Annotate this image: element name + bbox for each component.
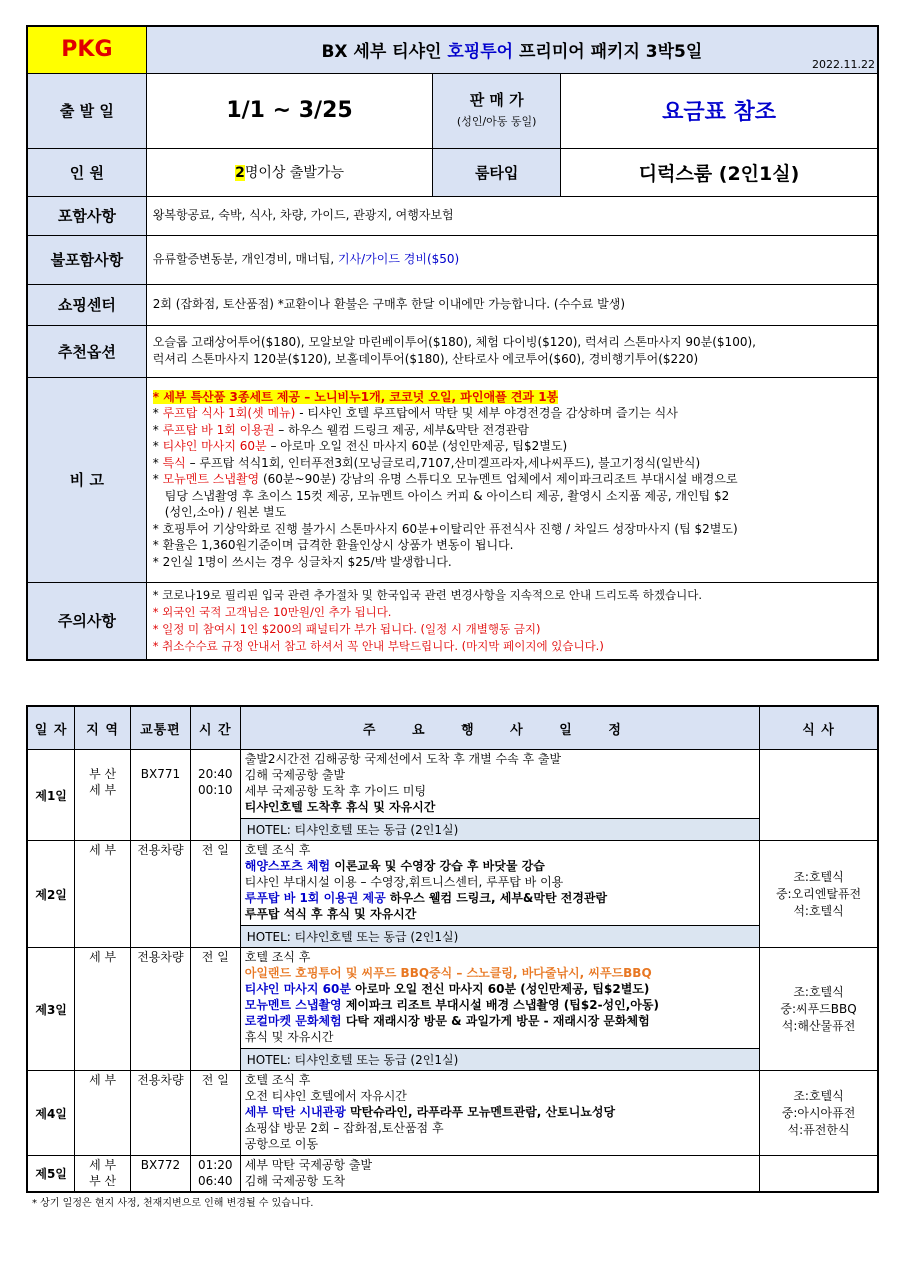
region: 세 부 bbox=[75, 948, 131, 1071]
price-value: 요금표 참조 bbox=[561, 73, 878, 148]
header-activities: 주 요 행 사 일 정 bbox=[240, 706, 759, 750]
meals: 조:호텔식 중:씨푸드BBQ 석:해산물퓨전 bbox=[760, 948, 878, 1071]
activities: 호텔 조식 후 아일랜드 호핑투어 및 씨푸드 BBQ중식 – 스노클링, 바다줄낚시, 씨푸드BBQ 티샤인 마사지 60분 아로마 오일 전신 마사지 60분 (성인만제공, 팁$2별도) 모뉴멘트 스냅촬영 제이파크 리조트 부대시설 배경 스냅촬영 (팁$2-성인,아동) 로컬마켓 문화체험 다탁 재래시장 방문 & 과일가게 방문 - 재래시장 문화체험 휴식 및 자유시간 bbox=[240, 948, 759, 1049]
header-meals: 식 사 bbox=[760, 706, 878, 750]
price-label: 판 매 가 (성인/아동 동일) bbox=[433, 73, 561, 148]
time: 01:20 06:40 bbox=[190, 1156, 240, 1193]
day-label: 제2일 bbox=[27, 841, 75, 948]
header-time: 시 간 bbox=[190, 706, 240, 750]
transport: 전용차량 bbox=[130, 841, 190, 948]
people-value: 2명이상 출발가능 bbox=[146, 148, 433, 196]
activities: 호텔 조식 후 해양스포츠 체험 이론교육 및 수영장 강습 후 바닷물 강습 티샤인 부대시설 이용 – 수영장,휘트니스센터, 루푸탑 바 이용 루푸탑 바 1회 이용권 제공 하우스 웰컴 드링크, 세부&막탄 전경관람 루푸탑 석식 후 휴식 및 자유시간 bbox=[240, 841, 759, 926]
departure-value: 1/1 ~ 3/25 bbox=[146, 73, 433, 148]
transport: 전용차량 bbox=[130, 948, 190, 1071]
day-label: 제1일 bbox=[27, 750, 75, 841]
table-row bbox=[27, 1071, 878, 1156]
caution-label: 주의사항 bbox=[27, 582, 146, 660]
meals: 조:호텔식 중:오리엔탈퓨전 석:호텔식 bbox=[760, 841, 878, 948]
meals: 조:호텔식 중:아시아퓨전 석:퓨전한식 bbox=[760, 1071, 878, 1156]
table-row bbox=[27, 948, 878, 1049]
excluded-text: 유류할증변동분, 개인경비, 매너팁, 기사/가이드 경비($50) bbox=[146, 235, 878, 284]
package-info-table bbox=[26, 25, 879, 661]
schedule-header-row bbox=[27, 706, 878, 750]
region: 세 부 부 산 bbox=[75, 1156, 131, 1193]
hotel-info: HOTEL: 티샤인호텔 또는 동급 (2인1실) bbox=[240, 819, 759, 841]
table-row bbox=[27, 1156, 878, 1193]
room-label: 룸타입 bbox=[433, 148, 561, 196]
shopping-label: 쇼핑센터 bbox=[27, 284, 146, 325]
day-label: 제5일 bbox=[27, 1156, 75, 1193]
header-transport: 교통편 bbox=[130, 706, 190, 750]
shopping-text: 2회 (잡화점, 토산품점) *교환이나 환불은 구매후 한달 이내에만 가능합니다. (수수료 발생) bbox=[146, 284, 878, 325]
header-region: 지 역 bbox=[75, 706, 131, 750]
options-label: 추천옵션 bbox=[27, 325, 146, 377]
options-text: 오슬롭 고래상어투어($180), 모알보알 마린베이투어($180), 체험 다이빙($120), 럭셔리 스톤마사지 90분($100), 럭셔리 스톤마사지 120분($120), 보홀데이투어($180), 산타로사 에코투어($60), 경비행기투어($220) bbox=[146, 325, 878, 377]
issue-date: 2022.11.22 bbox=[812, 57, 875, 71]
caution-text: * 코로나19로 필리핀 입국 관련 추가절차 및 한국입국 관련 변경사항을 지속적으로 안내 드리도록 하겠습니다. * 외국인 국적 고객님은 10만원/인 추가 됩니다. * 일정 미 참여시 1인 $200의 패널티가 부가 됩니다. (일정 시 개별행동 금지) * 취소수수료 규정 안내서 참고 하셔서 꼭 안내 부탁드립니다. (마지막 페이지에 있습니다.) bbox=[146, 582, 878, 660]
transport: BX772 bbox=[130, 1156, 190, 1193]
people-label: 인 원 bbox=[27, 148, 146, 196]
included-label: 포함사항 bbox=[27, 196, 146, 235]
excluded-label: 불포함사항 bbox=[27, 235, 146, 284]
pkg-label: PKG bbox=[27, 26, 146, 73]
table-row bbox=[27, 750, 878, 819]
activities: 호텔 조식 후 오전 티샤인 호텔에서 자유시간 세부 막탄 시내관광 막탄슈라인, 라푸라푸 모뉴멘트관람, 산토니뇨성당 쇼핑샵 방문 2회 – 잡화점,토산품점 후 공항으로 이동 bbox=[240, 1071, 759, 1156]
remarks-text: * 세부 특산품 3종세트 제공 – 노니비누1개, 코코넛 오일, 파인애플 견과 1봉 * 루프탑 식사 1회(셋 메뉴) - 티샤인 호텔 루프탑에서 막탄 및 세부 야경전경을 감상하며 즐기는 식사 * 루프탑 바 1회 이용권 – 하우스 웰컴 드링크 제공, 세부&막탄 전경관람 * 티샤인 마사지 60분 – 아로마 오일 전신 마사지 60분 (성인만제공, 팁$2별도) * 특식 – 루프탑 석식1회, 인터푸전3회(모닝글로리,7107,산미겔프라자,세나씨푸드), 불고기정식(일반식) * 모뉴멘트 스냅촬영 (60분~90분) 강남의 유명 스튜디오 모뉴멘트 업체에서 제이파크리조트 부대시설 배경으로 팀당 스냅촬영 후 초이스 15컷 제공, 모뉴멘트 아이스 커피 & 아이스티 제공, 촬영시 소지품 제공, 개인팁 $2 (성인,소아) / 원본 별도 * 호핑투어 기상악화로 진행 불가시 스톤마사지 60분+이탈리안 퓨전식사 진행 / 차일드 성장마사지 (팁 $2별도) * 환율은 1,360원기준이며 급격한 환율인상시 상품가 변동이 됩니다. * 2인실 1명이 쓰시는 경우 싱글차지 $25/박 발생합니다. bbox=[146, 377, 878, 582]
day-label: 제3일 bbox=[27, 948, 75, 1071]
activities: 출발2시간전 김해공항 국제선에서 도착 후 개별 수속 후 출발 김해 국제공항 출발 세부 국제공항 도착 후 가이드 미팅 티샤인호텔 도착후 휴식 및 자유시간 bbox=[240, 750, 759, 819]
hotel-info: HOTEL: 티샤인호텔 또는 동급 (2인1실) bbox=[240, 1049, 759, 1071]
transport: 전용차량 bbox=[130, 1071, 190, 1156]
hotel-info: HOTEL: 티샤인호텔 또는 동급 (2인1실) bbox=[240, 926, 759, 948]
time: 전 일 bbox=[190, 1071, 240, 1156]
region: 세 부 bbox=[75, 1071, 131, 1156]
region: 세 부 bbox=[75, 841, 131, 948]
included-text: 왕복항공료, 숙박, 식사, 차량, 가이드, 관광지, 여행자보험 bbox=[146, 196, 878, 235]
meals bbox=[760, 750, 878, 841]
activities: 세부 막탄 국제공항 출발 김해 국제공항 도착 bbox=[240, 1156, 759, 1193]
transport: BX771 bbox=[130, 750, 190, 841]
region: 부 산 세 부 bbox=[75, 750, 131, 841]
remarks-label: 비 고 bbox=[27, 377, 146, 582]
day-label: 제4일 bbox=[27, 1071, 75, 1156]
departure-label: 출 발 일 bbox=[27, 73, 146, 148]
time: 전 일 bbox=[190, 948, 240, 1071]
table-row bbox=[27, 841, 878, 926]
schedule-table bbox=[26, 705, 879, 1193]
time: 전 일 bbox=[190, 841, 240, 948]
page-title: BX 세부 티샤인 호핑투어 프리미어 패키지 3박5일 2022.11.22 bbox=[146, 26, 878, 73]
footnote: * 상기 일정은 현지 사정, 천재지변으로 인해 변경될 수 있습니다. bbox=[32, 1198, 314, 1209]
meals bbox=[760, 1156, 878, 1193]
room-value: 디럭스룸 (2인1실) bbox=[561, 148, 878, 196]
header-day: 일 자 bbox=[27, 706, 75, 750]
time: 20:40 00:10 bbox=[190, 750, 240, 841]
